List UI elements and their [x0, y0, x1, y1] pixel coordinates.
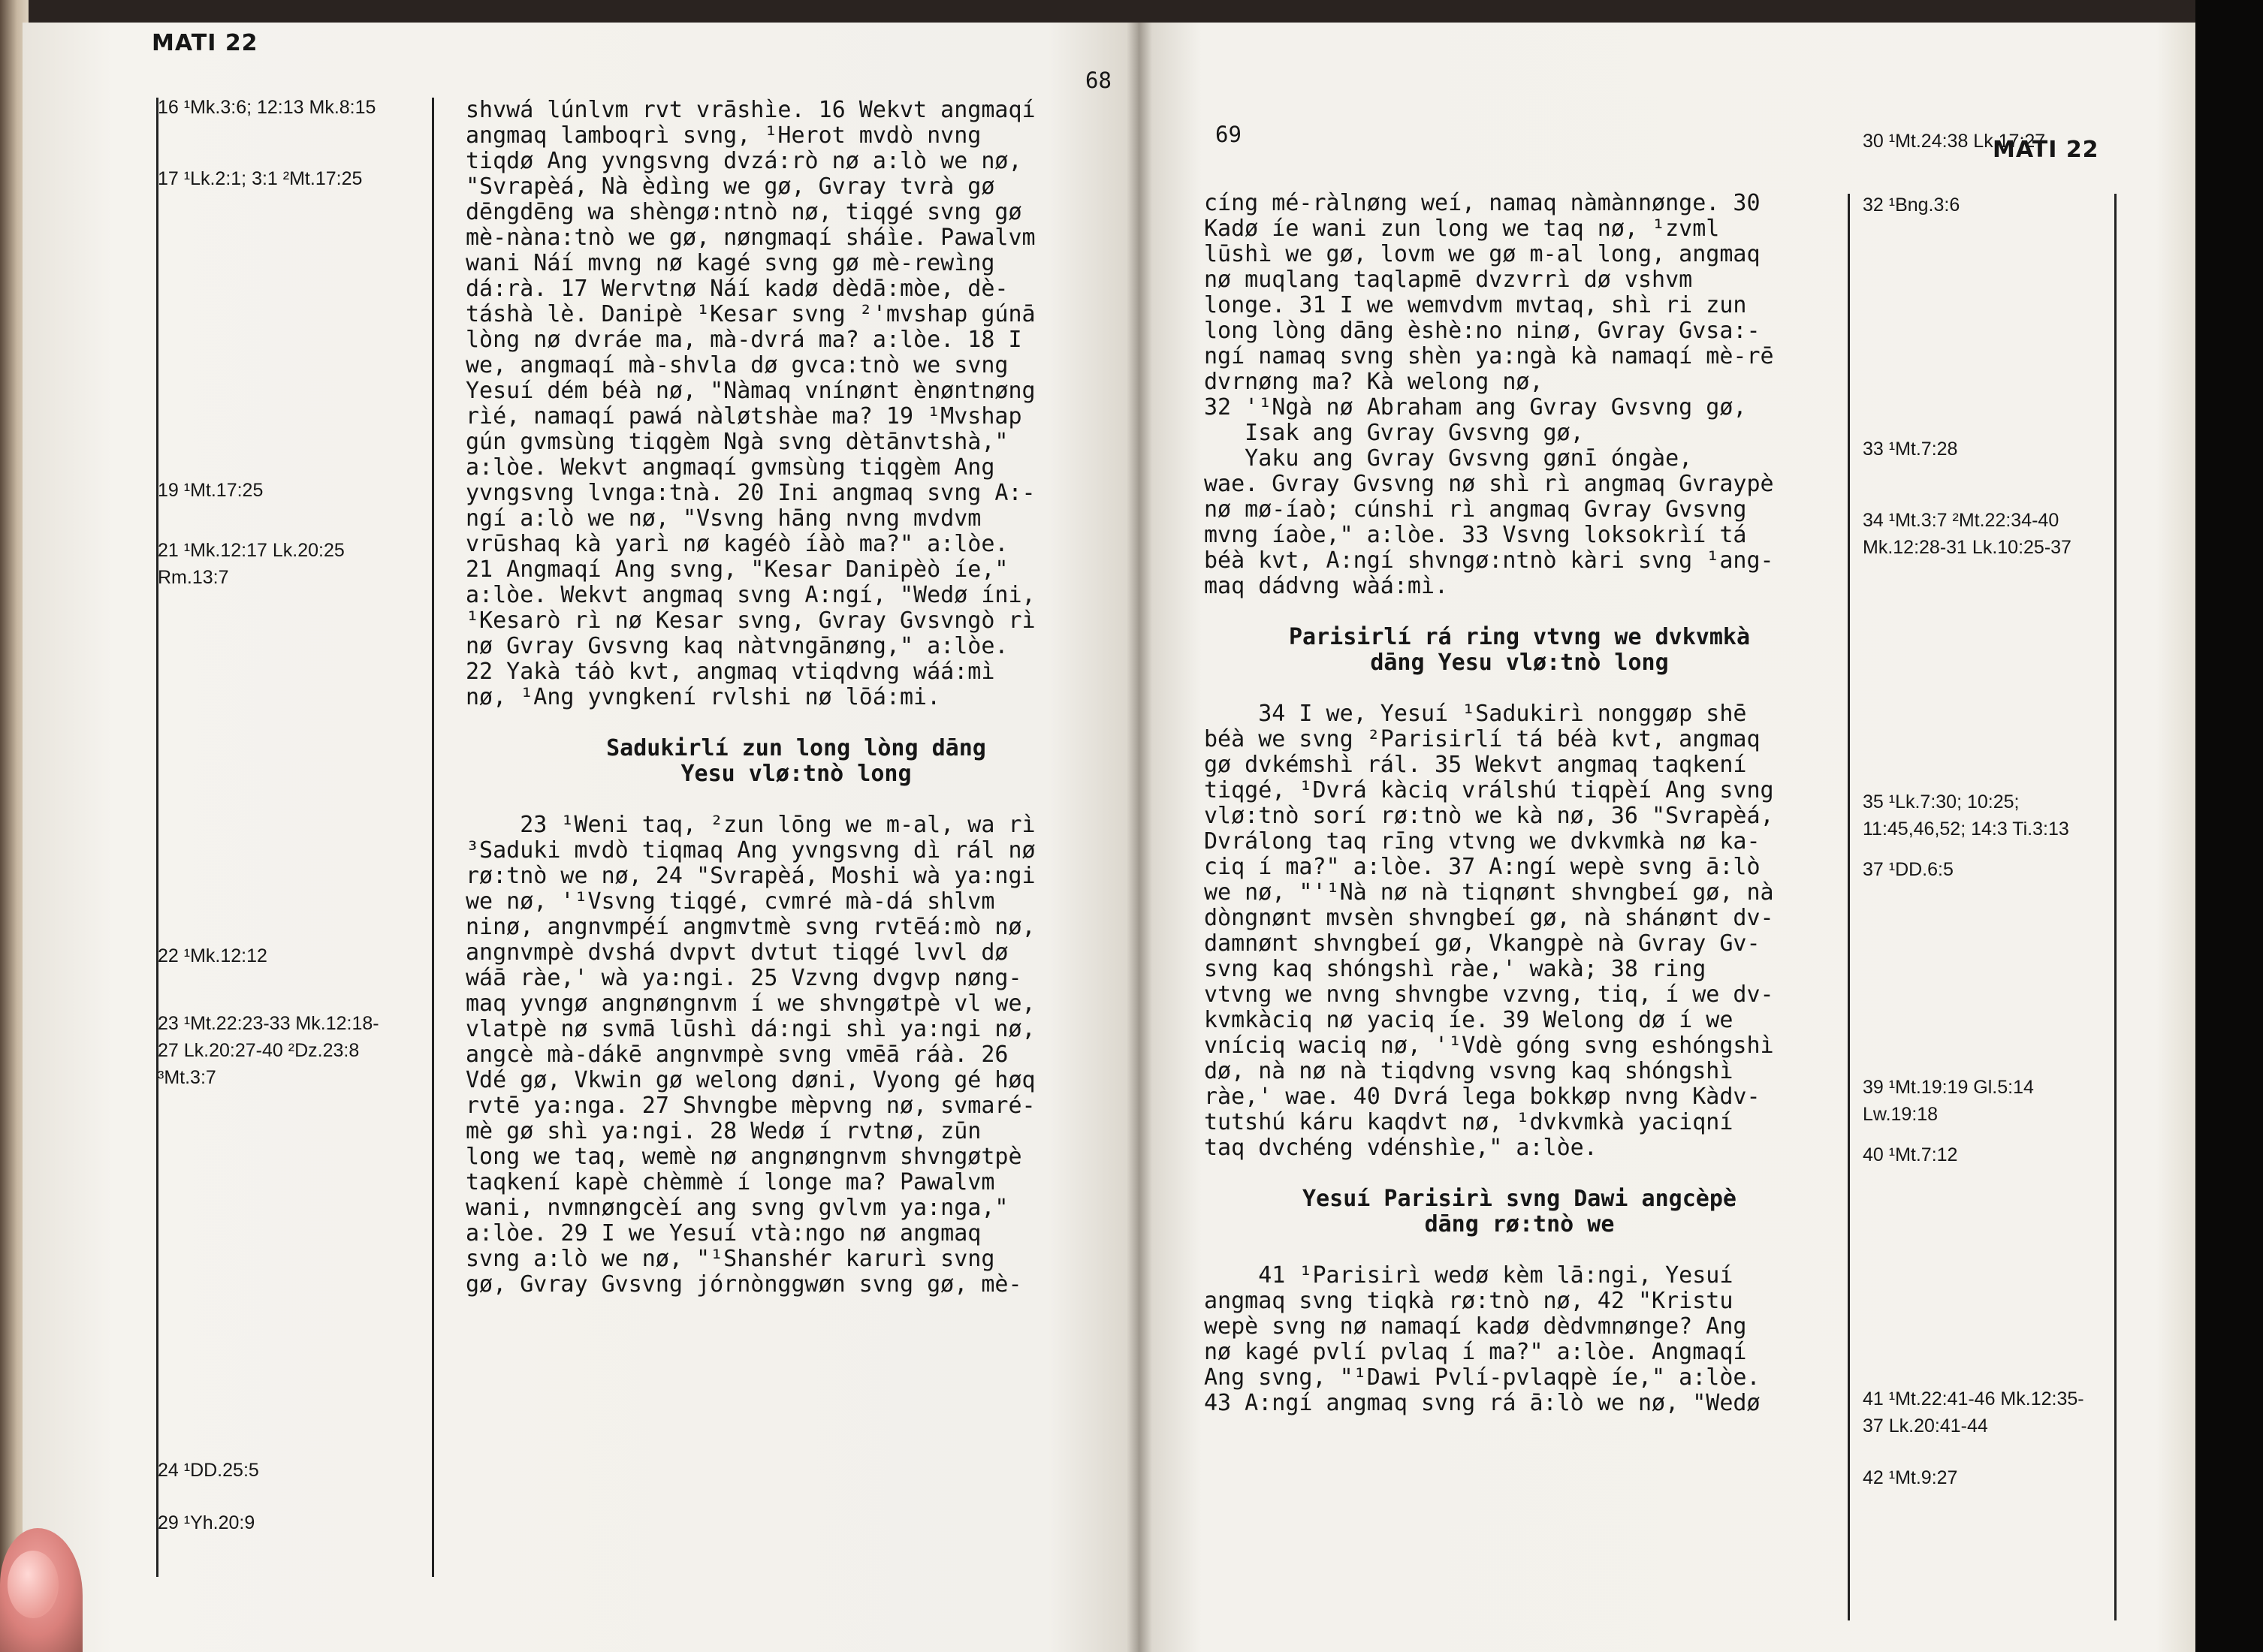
- text-line: nø muqlang taqlapmē dvzvrrì dø vshvm: [1204, 267, 1693, 293]
- text-line: svng kaq shóngshì ràe,' wakà; 38 ring: [1204, 956, 1706, 982]
- text-line: taqkení kapè chèmmè í longe ma? Pawalvm: [466, 1169, 995, 1195]
- text-line: [1204, 599, 1835, 625]
- cross-reference-line: 30 ¹Mt.24:38 Lk.17:27: [1863, 131, 2046, 152]
- text-line: rø:tnò we nø, 24 "Svrapèá, Moshi wà ya:ngi: [466, 863, 1036, 889]
- cross-reference-line: 41 ¹Mt.22:41-46 Mk.12:35-: [1863, 1388, 2084, 1409]
- text-line: wepè svng nø namaqí kadø dèdvmnønge? Ang: [1204, 1313, 1747, 1340]
- cross-reference-line: 35 ¹Lk.7:30; 10:25;: [1863, 791, 2020, 812]
- text-line: ngí a:lò we nø, "Vsvng hāng nvng mvdvm: [466, 505, 982, 532]
- text-line: a:lòe. 29 I we Yesuí vtà:ngo nø angmaq: [466, 1220, 982, 1247]
- margin-rule-right: [2114, 194, 2117, 1620]
- text-line: maq yvngø angnøngnvm í we shvngøtpè vl we,: [466, 990, 1036, 1017]
- cross-reference-line: 39 ¹Mt.19:19 Gl.5:14: [1863, 1077, 2034, 1098]
- text-line: [1204, 1237, 1835, 1263]
- text-line: ngí namaq svng shèn ya:ngà kà namaqí mè-rē: [1204, 343, 1774, 369]
- text-line: tiqgé, ¹Dvrá kàciq vrálshú tiqpèí Ang svng: [1204, 777, 1774, 803]
- text-line: ràe,' wae. 40 Dvrá lega bokkøp nvng Kàdv-: [1204, 1084, 1761, 1110]
- text-line: rìé, namaqí pawá nàløtshàe ma? 19 ¹Mvshap: [466, 403, 1022, 430]
- text-line: angmaq lamboqrì svng, ¹Herot mvdò nvng: [466, 122, 982, 149]
- text-line: [1204, 676, 1835, 701]
- text-line: gø, Gvray Gvsvng jórnònggwøn svng gø, mè-: [466, 1271, 1022, 1298]
- text-line: damnønt shvngbeí gø, Vkangpè nà Gvray Gv-: [1204, 930, 1761, 957]
- margin-rule-right: [432, 98, 434, 1577]
- text-line: vníciq waciq nø, '¹Vdè góng svng eshóngshì: [1204, 1032, 1774, 1059]
- cross-reference-line: Mk.12:28-31 Lk.10:25-37: [1863, 537, 2071, 558]
- book-gutter: [1127, 23, 1152, 1652]
- text-line: long we taq, wemè nø angnøngnvm shvngøtpè: [466, 1144, 1022, 1170]
- text-line: [466, 710, 1127, 736]
- text-line: angmaq svng tiqkà rø:tnò nø, 42 "Kristu: [1204, 1288, 1733, 1314]
- text-line: 41 ¹Parisirì wedø kèm lā:ngi, Yesuí: [1204, 1262, 1733, 1289]
- cross-reference-line: 32 ¹Bng.3:6: [1863, 194, 1960, 216]
- text-line: 34 I we, Yesuí ¹Sadukirì nonggøp shē: [1204, 701, 1747, 727]
- page-number: 69: [1215, 122, 1242, 147]
- margin-rule-left: [156, 98, 158, 1577]
- text-line: a:lòe. Wekvt angmaqí gvmsùng tiqgèm Ang: [466, 454, 995, 481]
- text-line: mè-nàna:tnò we gø, nøngmaqí sháìe. Pawalvm: [466, 225, 1036, 251]
- cross-reference-line: 17 ¹Lk.2:1; 3:1 ²Mt.17:25: [158, 168, 363, 189]
- text-line: dø, nà nø nà tiqdvng vsvng kaq shóngshì: [1204, 1058, 1733, 1084]
- text-line: dá:rà. 17 Wervtnø Náí kadø dèdā:mòe, dè-: [466, 276, 1009, 302]
- text-line: ³Saduki mvdò tiqmaq Ang yvngsvng dì rál nø: [466, 837, 1036, 864]
- running-head: MATI 22: [152, 30, 258, 56]
- text-line: vlø:tnò sorí rø:tnò we kà nø, 36 "Svrapèá,: [1204, 803, 1774, 829]
- cross-reference-line: 37 Lk.20:41-44: [1863, 1415, 1988, 1436]
- section-heading: Parisirlí rá ring vtvng we dvkvmkà: [1288, 624, 1751, 650]
- section-heading: Sadukirlí zun long lòng dāng: [606, 735, 986, 761]
- text-line: rvtē ya:nga. 27 Shvngbe mèpvng nø, svmaré-: [466, 1093, 1036, 1119]
- text-line: dēngdēng wa shèngø:ntnò nø, tiqgé svng gø: [466, 199, 1022, 225]
- text-line: 43 A:ngí angmaq svng rá ā:lò we nø, "Wedø: [1204, 1390, 1761, 1416]
- text-line: lūshì we gø, lovm we gø m-al long, angmaq: [1204, 241, 1761, 267]
- cross-reference-line: 40 ¹Mt.7:12: [1863, 1144, 1958, 1165]
- cross-reference-line: 37 ¹DD.6:5: [1863, 859, 1954, 880]
- cross-reference-line: 22 ¹Mk.12:12: [158, 945, 267, 966]
- text-line: tiqdø Ang yvngsvng dvzá:rò nø a:lò we nø,: [466, 148, 1022, 174]
- text-line: nø kagé pvlí pvlaq í ma?" a:lòe. Angmaqí: [1204, 1339, 1747, 1365]
- page-number: 68: [1085, 68, 1112, 93]
- text-line: longe. 31 I we wemvdvm mvtaq, shì ri zun: [1204, 292, 1747, 318]
- text-line: wani Náí mvng nø kagé svng gø mè-rewìng: [466, 250, 995, 276]
- section-heading: Yesu vlø:tnò long: [680, 761, 912, 787]
- text-line: nø, ¹Ang yvngkení rvlshi nø lōá:mi.: [466, 684, 941, 710]
- text-line: a:lòe. Wekvt angmaq svng A:ngí, "Wedø íni,: [466, 582, 1036, 608]
- text-line: 23 ¹Weni taq, ²zun lōng we m-al, wa rì: [466, 812, 1036, 838]
- text-line: ninø, angnvmpéí angmvtmè svng rvtēá:mò nø,: [466, 914, 1036, 940]
- text-line: vrūshaq kà yarì nø kagéò íàò ma?" a:lòe.: [466, 531, 1009, 557]
- text-line: angcè mà-dákē angnvmpè svng vmēā ráà. 26: [466, 1042, 1009, 1068]
- text-line: gún gvmsùng tiqgèm Ngà svng dètānvtshà,": [466, 429, 1009, 455]
- text-line: ciq í ma?" a:lòe. 37 A:ngí wepè svng ā:lò: [1204, 854, 1761, 880]
- text-line: vlatpè nø svmā lūshì dá:ngi shì ya:ngi nø,: [466, 1016, 1036, 1042]
- thumbnail-nail: [8, 1551, 59, 1618]
- text-line: we, angmaqí mà-shvla dø gvca:tnò we svng: [466, 352, 1009, 378]
- section-heading: Yesuí Parisirì svng Dawi angcèpè: [1302, 1186, 1736, 1212]
- text-line: dvrnøng ma? Kà welong nø,: [1204, 369, 1543, 395]
- text-line: yvngsvng lvnga:tnà. 20 Ini angmaq svng A:-: [466, 480, 1036, 506]
- cross-reference-line: 19 ¹Mt.17:25: [158, 480, 264, 501]
- text-line: 32 '¹Ngà nø Abraham ang Gvray Gvsvng gø,: [1204, 394, 1747, 421]
- text-line: lòng nø dvráe ma, mà-dvrá ma? a:lòe. 18 I: [466, 327, 1022, 353]
- text-line: mvng íaòe," a:lòe. 33 Vsvng loksokrìí tá: [1204, 522, 1747, 548]
- text-line: wáā ràe,' wà ya:ngi. 25 Vzvng dvgvp nøng-: [466, 965, 1022, 991]
- text-line: 22 Yakà táò kvt, angmaq vtiqdvng wáá:mì: [466, 659, 995, 685]
- text-line: long lòng dāng èshè:no ninø, Gvray Gvsa:-: [1204, 318, 1761, 344]
- right-page: [1138, 23, 2198, 1652]
- text-line: we nø, '¹Vsvng tiqgé, cvmré mà-dá shlvm: [466, 888, 995, 915]
- text-line: táshà lè. Danipè ¹Kesar svng ²'mvshap gúnā: [466, 301, 1036, 327]
- text-line: [466, 787, 1127, 812]
- text-line: béà kvt, A:ngí shvngø:ntnò kàri svng ¹ang-: [1204, 547, 1774, 574]
- background-edge: [2195, 0, 2263, 1652]
- cross-reference-line: 11:45,46,52; 14:3 Ti.3:13: [1863, 818, 2069, 840]
- text-line: béà we svng ²Parisirlí tá béà kvt, angmaq: [1204, 726, 1761, 752]
- scripture-text: [1204, 191, 1835, 1416]
- text-line: maq dádvng wàá:mì.: [1204, 573, 1449, 599]
- margin-rule-left: [1848, 194, 1850, 1620]
- text-line: Yaku ang Gvray Gvsvng gønī óngàe,: [1204, 445, 1693, 472]
- text-line: 21 Angmaqí Ang svng, "Kesar Danipèò íe,": [466, 556, 1009, 583]
- text-line: Kadø íe wani zun long we taq nø, ¹zvml: [1204, 216, 1720, 242]
- text-line: cíng mé-ràlnøng weí, namaq nàmànnønge. 30: [1204, 190, 1761, 216]
- cross-reference-line: 21 ¹Mk.12:17 Lk.20:25: [158, 540, 345, 561]
- text-line: wae. Gvray Gvsvng nø shì rì angmaq Gvraypè: [1204, 471, 1774, 497]
- text-line: we nø, "'¹Nà nø nà tiqnønt shvngbeí gø, nà: [1204, 879, 1774, 906]
- cross-reference-line: 24 ¹DD.25:5: [158, 1460, 259, 1481]
- text-line: kvmkàciq nø yaciq íe. 39 Welong dø í we: [1204, 1007, 1733, 1033]
- text-line: wani, nvmnøngcèí ang svng gvlvm ya:nga,": [466, 1195, 1009, 1221]
- text-line: "Svrapèá, Nà èdìng we gø, Gvray tvrà gø: [466, 173, 995, 200]
- text-line: vtvng we nvng shvngbe vzvng, tiq, í we dv-: [1204, 981, 1774, 1008]
- cross-reference-line: 23 ¹Mt.22:23-33 Mk.12:18-: [158, 1013, 379, 1034]
- cross-reference-line: 16 ¹Mk.3:6; 12:13 Mk.8:15: [158, 97, 376, 118]
- text-line: mè gø shì ya:ngi. 28 Wedø í rvtnø, zūn: [466, 1118, 982, 1144]
- text-line: shvwá lúnlvm rvt vrāshìe. 16 Wekvt angmaqí: [466, 97, 1036, 123]
- text-line: taq dvchéng vdénshìe," a:lòe.: [1204, 1135, 1598, 1161]
- text-line: ¹Kesarò rì nø Kesar svng, Gvray Gvsvngò rì: [466, 607, 1036, 634]
- text-line: dòngnønt mvsèn shvngbeí gø, nà shánønt dv-: [1204, 905, 1774, 931]
- text-line: gø dvkémshì rál. 35 Wekvt angmaq taqkení: [1204, 752, 1747, 778]
- cross-reference-line: 34 ¹Mt.3:7 ²Mt.22:34-40: [1863, 510, 2059, 531]
- cross-reference-line: Lw.19:18: [1863, 1104, 1939, 1125]
- text-line: tutshú káru kaqdvt nø, ¹dvkvmkà yaciqní: [1204, 1109, 1733, 1135]
- text-line: Isak ang Gvray Gvsvng gø,: [1204, 420, 1584, 446]
- cross-reference-line: 27 Lk.20:27-40 ²Dz.23:8: [158, 1040, 360, 1061]
- text-line: Vdé gø, Vkwin gø welong døni, Vyong gé høq: [466, 1067, 1036, 1093]
- text-line: nø Gvray Gvsvng kaq nàtvngānøng," a:lòe.: [466, 633, 1009, 659]
- cross-reference-line: ³Mt.3:7: [158, 1067, 216, 1088]
- cross-reference-line: 29 ¹Yh.20:9: [158, 1512, 255, 1533]
- left-page: [23, 23, 1138, 1652]
- text-line: Dvrálong taq rīng vtvng we dvkvmkà nø ka-: [1204, 828, 1761, 855]
- cross-reference-line: 42 ¹Mt.9:27: [1863, 1467, 1958, 1488]
- text-line: [1204, 1161, 1835, 1186]
- text-line: angnvmpè dvshá dvpvt dvtut tiqgé lvvl dø: [466, 939, 1009, 966]
- cross-reference-line: 33 ¹Mt.7:28: [1863, 439, 1958, 460]
- text-line: Yesuí dém béà nø, "Nàmaq vnínønt ènøntnøng: [466, 378, 1036, 404]
- text-line: svng a:lò we nø, "¹Shanshér karurì svng: [466, 1246, 995, 1272]
- text-line: nø mø-íaò; cúnshi rì angmaq Gvray Gvsvng: [1204, 496, 1747, 523]
- cross-reference-line: Rm.13:7: [158, 567, 229, 588]
- section-heading: dāng rø:tnò we: [1424, 1211, 1615, 1237]
- section-heading: dāng Yesu vlø:tnò long: [1370, 650, 1669, 676]
- scripture-text: [466, 98, 1127, 1298]
- running-head: MATI 22: [1993, 137, 2099, 163]
- text-line: Ang svng, "¹Dawi Pvlí-pvlaqpè íe," a:lòe.: [1204, 1364, 1761, 1391]
